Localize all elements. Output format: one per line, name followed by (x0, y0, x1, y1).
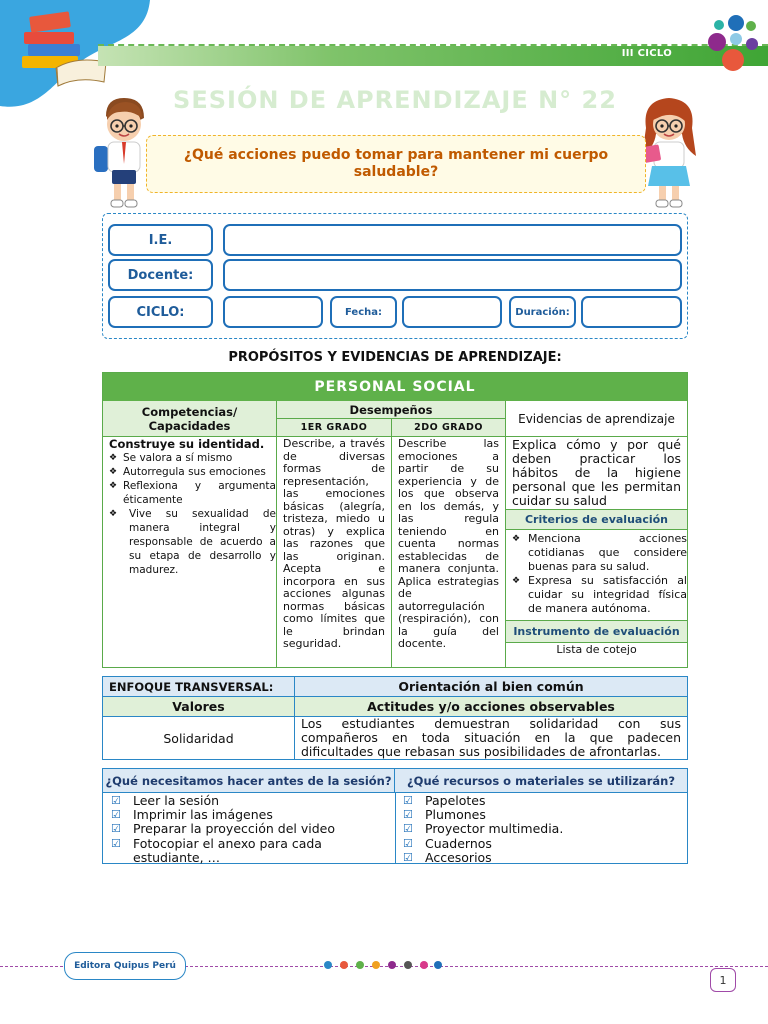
duracion-field[interactable] (581, 296, 682, 328)
list-item: ☑ Preparar la proyección del video (103, 822, 393, 836)
ciclo-field[interactable] (223, 296, 323, 328)
session-title: SESIÓN DE APRENDIZAJE N° 22 (173, 86, 617, 114)
evidencias-header: Evidencias de aprendizaje (506, 401, 687, 437)
fecha-field[interactable] (402, 296, 502, 328)
enfoque-value: Orientación al bien común (295, 677, 687, 697)
competencias-cell (103, 437, 277, 667)
area-name: PERSONAL SOCIAL (103, 373, 687, 401)
transversal-table (102, 676, 688, 760)
list-item: ❖ Expresa su satisfacción al cuidar su integridad física de manera autónoma. (512, 574, 687, 616)
list-item: ❖ Reflexiona y argumenta éticamente (109, 479, 276, 507)
before-list (103, 794, 393, 865)
purposes-title: PROPÓSITOS Y EVIDENCIAS DE APRENDIZAJE: (228, 350, 562, 365)
desempenos-header: Desempeños (277, 401, 506, 419)
list-item: ☑ Papelotes (395, 794, 685, 808)
criterios-cell (506, 530, 687, 621)
books-illustration (20, 10, 110, 90)
list-item: ☑ Proyector multimedia. (395, 822, 685, 836)
valores-header: Valores (103, 697, 295, 717)
area-table (102, 372, 688, 668)
competencia-title: Construye su identidad. (109, 437, 265, 451)
instrumento-value: Lista de cotejo (556, 643, 637, 656)
ie-field[interactable] (223, 224, 682, 256)
instrumento-header: Instrumento de evaluación (506, 621, 687, 643)
criterios-list (506, 530, 687, 616)
competencias-header: Competencias/ Capacidades (103, 401, 277, 437)
list-item: ☑ Cuadernos (395, 837, 685, 851)
desempeno-1er-grado: Describe, a través de diversas formas de representación, las emociones básicas (alegría, tristeza, miedo u otras) y explica las razones que las originan. Acepta e incorpora en sus acciones algunas normas básicas como límites que le brindan seguridad. (277, 437, 392, 667)
list-item: ❖ Vive su sexualidad de manera integral y responsable de acuerdo a su etapa de desarrollo y madurez. (109, 507, 276, 577)
evidencia-text: Explica cómo y por qué deben practicar los hábitos de la higiene personal que les permitan cuidar su salud (512, 437, 681, 508)
list-item: ☑ Plumones (395, 808, 685, 822)
resources-header: ¿Qué recursos o materiales se utilizarán? (395, 769, 687, 793)
fecha-label: Fecha: (330, 296, 397, 328)
list-item: ☑ Accesorios (395, 851, 685, 865)
publisher-badge: Editora Quipus Perú (64, 952, 186, 980)
valor-cell: Solidaridad (103, 717, 295, 759)
grado1-header: 1ER GRADO (277, 419, 392, 437)
list-item: ☑ Fotocopiar el anexo para cada estudiante, … (103, 837, 393, 865)
footer-dots-icon (322, 958, 444, 972)
decorative-dots-icon (708, 14, 758, 72)
actitud-cell: Los estudiantes demuestran solidaridad con sus compañeros en toda situación en la que padecen dificultades que rebasan sus posibilidades de afrontarlas. (301, 716, 681, 759)
boy-illustration (92, 94, 154, 212)
ciclo-tag: III CICLO (621, 48, 672, 59)
capacidades-list (103, 451, 276, 577)
list-item: ❖ Autorregula sus emociones (109, 465, 276, 479)
list-item: ❖ Menciona acciones cotidianas que considere buenas para su salud. (512, 532, 687, 574)
session-question: ¿Qué acciones puedo tomar para mantener mi cuerpo saludable? (146, 135, 646, 193)
actitudes-header: Actitudes y/o acciones observables (295, 697, 687, 717)
resources-list (395, 794, 685, 865)
enfoque-label: ENFOQUE TRANSVERSAL: (103, 677, 295, 697)
list-item: ☑ Imprimir las imágenes (103, 808, 393, 822)
criterios-header: Criterios de evaluación (506, 509, 687, 530)
list-item: ❖ Se valora a sí mismo (109, 451, 276, 465)
page-number: 1 (710, 968, 736, 992)
ie-label: I.E. (108, 224, 213, 256)
grado2-header: 2DO GRADO (392, 419, 506, 437)
docente-field[interactable] (223, 259, 682, 291)
desempeno-2do-grado: Describe las emociones a partir de su experiencia y de los que observa en los demás, y las regula teniendo en cuenta normas establecidas de manera conjunta. Aplica estrategias de autorregulación (respiración), con la guía del docente. (392, 437, 506, 667)
prep-table (102, 768, 688, 864)
docente-label: Docente: (108, 259, 213, 291)
ciclo-label: CICLO: (108, 296, 213, 328)
duracion-label: Duración: (509, 296, 576, 328)
list-item: ☑ Leer la sesión (103, 794, 393, 808)
before-header: ¿Qué necesitamos hacer antes de la sesión? (103, 769, 395, 793)
